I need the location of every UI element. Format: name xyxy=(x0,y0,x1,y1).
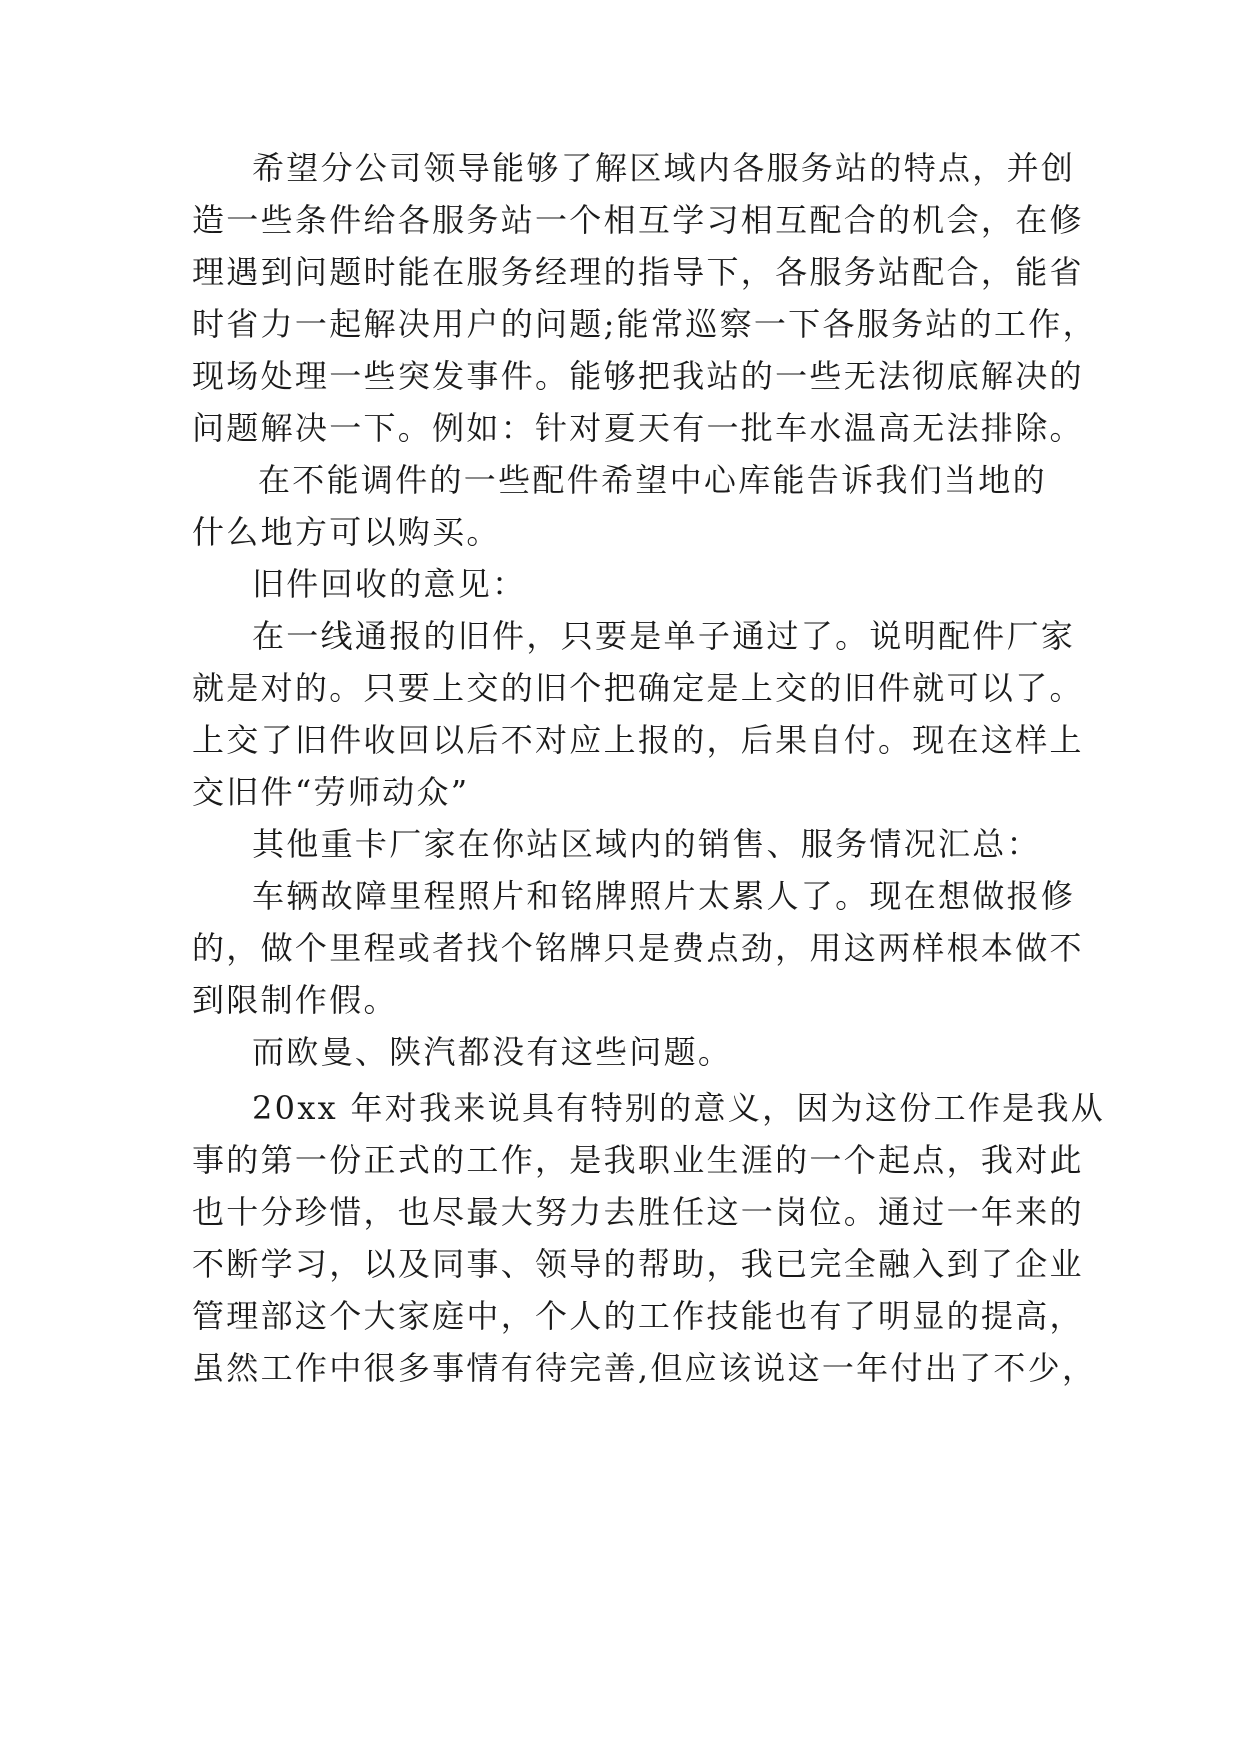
text-line-20: 事的第一份正式的工作，是我职业生涯的一个起点，我对此 xyxy=(192,1141,1084,1179)
text-line-10: 在一线通报的旧件，只要是单子通过了。说明配件厂家 xyxy=(252,617,1076,655)
text-line-18: 而欧曼、陕汽都没有这些问题。 xyxy=(252,1033,733,1071)
text-line-21: 也十分珍惜，也尽最大努力去胜任这一岗位。通过一年来的 xyxy=(192,1193,1084,1231)
text-line-4: 时省力一起解决用户的问题;能常巡察一下各服务站的工作， xyxy=(192,305,1097,343)
text-line-14: 其他重卡厂家在你站区域内的销售、服务情况汇总： xyxy=(252,825,1041,863)
text-line-7: 在不能调件的一些配件希望中心库能告诉我们当地的 xyxy=(258,461,1047,499)
text-line-17: 到限制作假。 xyxy=(192,981,398,1019)
text-line-8: 什么地方可以购买。 xyxy=(192,513,501,551)
text-line-22: 不断学习，以及同事、领导的帮助，我已完全融入到了企业 xyxy=(192,1245,1084,1283)
text-line-1: 希望分公司领导能够了解区域内各服务站的特点，并创 xyxy=(252,149,1076,187)
text-line-5: 现场处理一些突发事件。能够把我站的一些无法彻底解决的 xyxy=(192,357,1084,395)
text-line-23: 管理部这个大家庭中，个人的工作技能也有了明显的提高， xyxy=(192,1297,1084,1335)
text-line-3: 理遇到问题时能在服务经理的指导下，各服务站配合，能省 xyxy=(192,253,1084,291)
text-line-2: 造一些条件给各服务站一个相互学习相互配合的机会，在修 xyxy=(192,201,1084,239)
text-line-15: 车辆故障里程照片和铭牌照片太累人了。现在想做报修 xyxy=(252,877,1076,915)
text-line-19: 20xx 年对我来说具有特别的意义，因为这份工作是我从 xyxy=(252,1089,1106,1127)
text-line-13: 交旧件“劳师动众” xyxy=(192,773,470,811)
text-line-24: 虽然工作中很多事情有待完善,但应该说这一年付出了不少， xyxy=(192,1349,1097,1387)
text-line-6: 问题解决一下。例如：针对夏天有一批车水温高无法排除。 xyxy=(192,409,1084,447)
text-line-11: 就是对的。只要上交的旧个把确定是上交的旧件就可以了。 xyxy=(192,669,1084,707)
text-line-9: 旧件回收的意见： xyxy=(252,565,527,603)
text-line-16: 的，做个里程或者找个铭牌只是费点劲，用这两样根本做不 xyxy=(192,929,1084,967)
text-line-12: 上交了旧件收回以后不对应上报的，后果自付。现在这样上 xyxy=(192,721,1084,759)
